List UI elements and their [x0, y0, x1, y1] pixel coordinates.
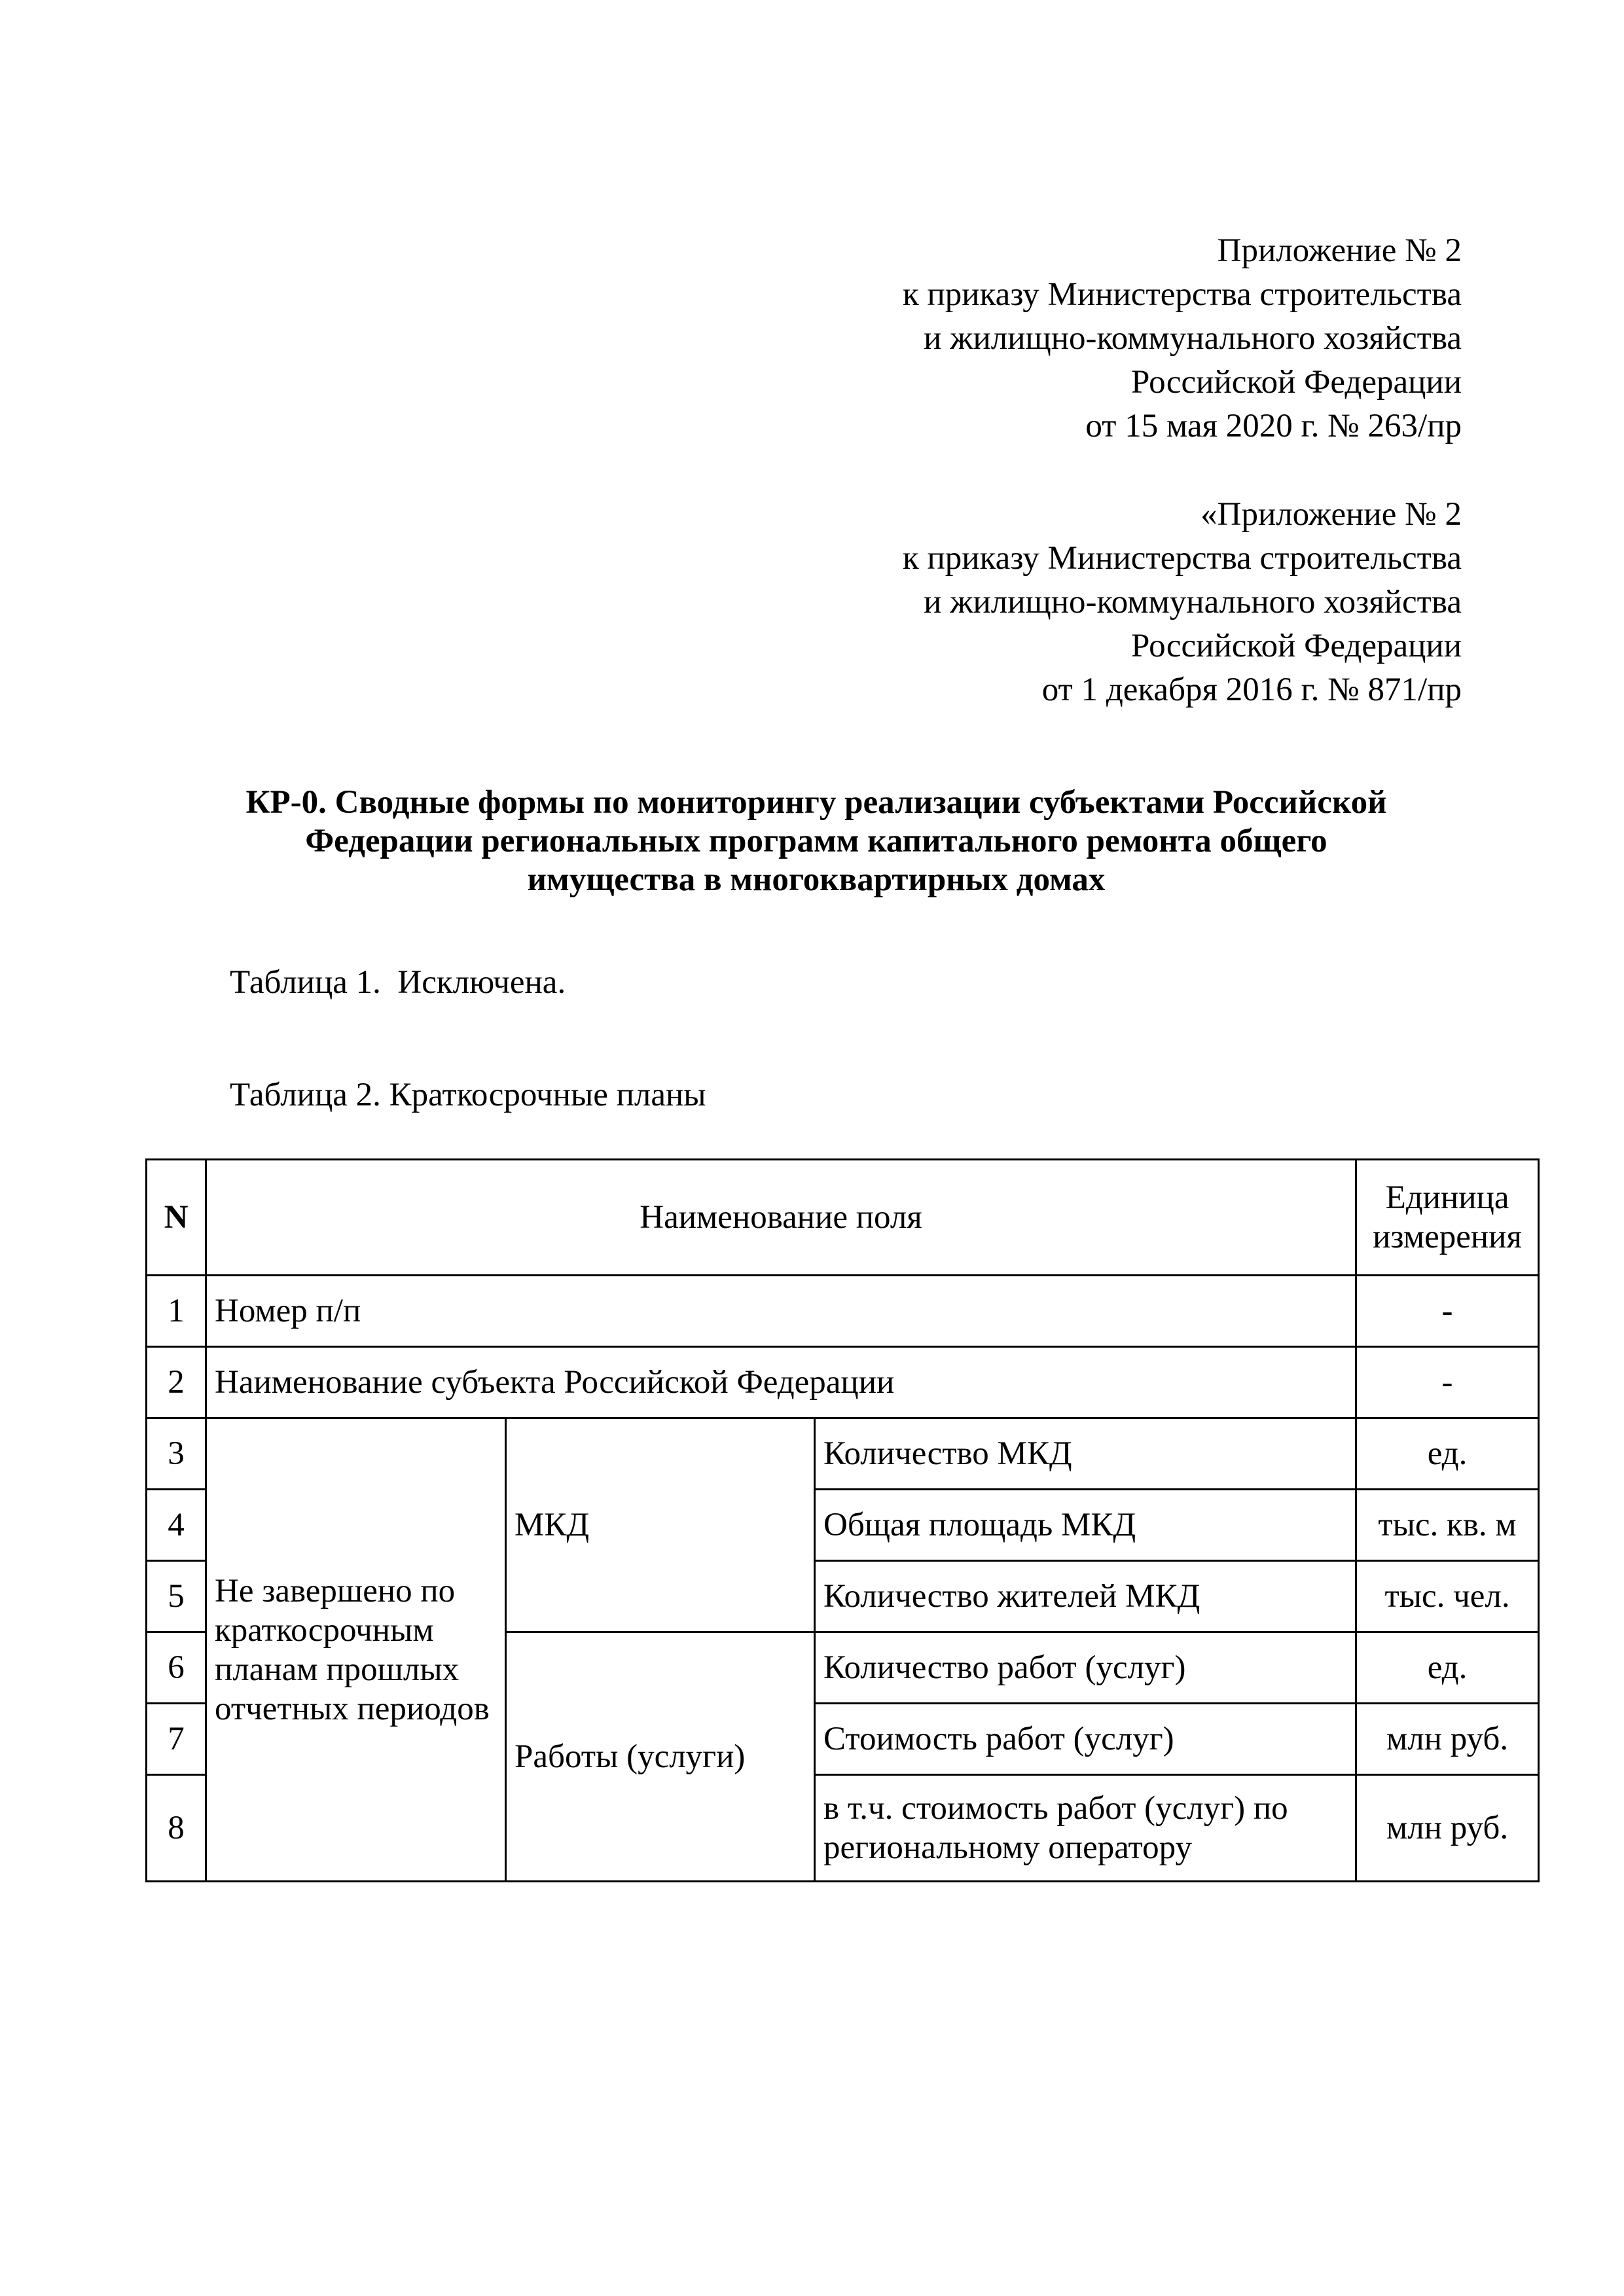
row-field-name: в т.ч. стоимость работ (услуг) по региональному оператору [815, 1775, 1356, 1882]
row-unit: ед. [1356, 1632, 1539, 1704]
row-number: 7 [147, 1704, 206, 1775]
appendix-header-line: к приказу Министерства строительства [902, 540, 1462, 577]
row-unit: тыс. кв. м [1356, 1490, 1539, 1561]
row-field-name: Общая площадь МКД [815, 1490, 1356, 1561]
header-n: N [147, 1160, 206, 1276]
appendix-header-current [903, 229, 1462, 448]
table-row [147, 1276, 1539, 1347]
document-title [152, 783, 1481, 899]
appendix-header-line: от 15 мая 2020 г. № 263/пр [1085, 408, 1462, 444]
row-field-name: Количество МКД [815, 1418, 1356, 1490]
row-unit: тыс. чел. [1356, 1561, 1539, 1632]
short-term-plans-table [145, 1158, 1540, 1882]
row-unit: - [1356, 1276, 1539, 1347]
table-header-row [147, 1160, 1539, 1276]
table-1-caption: Таблица 1. Исключена. [230, 964, 566, 1001]
row-number: 4 [147, 1490, 206, 1561]
row-unit: млн руб. [1356, 1704, 1539, 1775]
header-unit: Единица измерения [1356, 1160, 1539, 1276]
table-row [147, 1418, 1539, 1490]
row-number: 1 [147, 1276, 206, 1347]
row-number: 6 [147, 1632, 206, 1704]
appendix-header-line: и жилищно-коммунального хозяйства [924, 320, 1462, 357]
table-2-caption: Таблица 2. Краткосрочные планы [230, 1077, 706, 1113]
row-field-name: Количество жителей МКД [815, 1561, 1356, 1632]
appendix-header-line: Приложение № 2 [1217, 232, 1462, 269]
table-row [147, 1347, 1539, 1418]
subgroup-works: Работы (услуги) [506, 1632, 815, 1882]
appendix-header-line: от 1 декабря 2016 г. № 871/пр [1041, 672, 1462, 708]
row-unit: ед. [1356, 1418, 1539, 1490]
row-unit: - [1356, 1347, 1539, 1418]
appendix-header-original [903, 493, 1462, 712]
row-field-name: Наименование субъекта Российской Федерации [206, 1347, 1356, 1418]
document-title-line: имущества в многоквартирных домах [527, 861, 1106, 898]
appendix-header-line: Российской Федерации [1131, 364, 1462, 401]
appendix-header-line: к приказу Министерства строительства [902, 276, 1462, 313]
row-unit: млн руб. [1356, 1775, 1539, 1882]
row-field-name: Стоимость работ (услуг) [815, 1704, 1356, 1775]
appendix-header-line: Российской Федерации [1131, 628, 1462, 664]
group-label-unfinished: Не завершено по краткосрочным планам прошлых отчетных периодов [206, 1418, 506, 1882]
document-title-line: КР-0. Сводные формы по мониторингу реализации субъектами Российской [245, 784, 1387, 821]
appendix-header-line: и жилищно-коммунального хозяйства [924, 584, 1462, 620]
document-title-line: Федерации региональных программ капитального ремонта общего [305, 823, 1327, 859]
row-number: 8 [147, 1775, 206, 1882]
row-field-name: Количество работ (услуг) [815, 1632, 1356, 1704]
subgroup-mkd: МКД [506, 1418, 815, 1632]
appendix-header-line: «Приложение № 2 [1200, 496, 1462, 533]
row-field-name: Номер п/п [206, 1276, 1356, 1347]
row-number: 3 [147, 1418, 206, 1490]
row-number: 5 [147, 1561, 206, 1632]
header-field-name: Наименование поля [206, 1160, 1356, 1276]
row-number: 2 [147, 1347, 206, 1418]
